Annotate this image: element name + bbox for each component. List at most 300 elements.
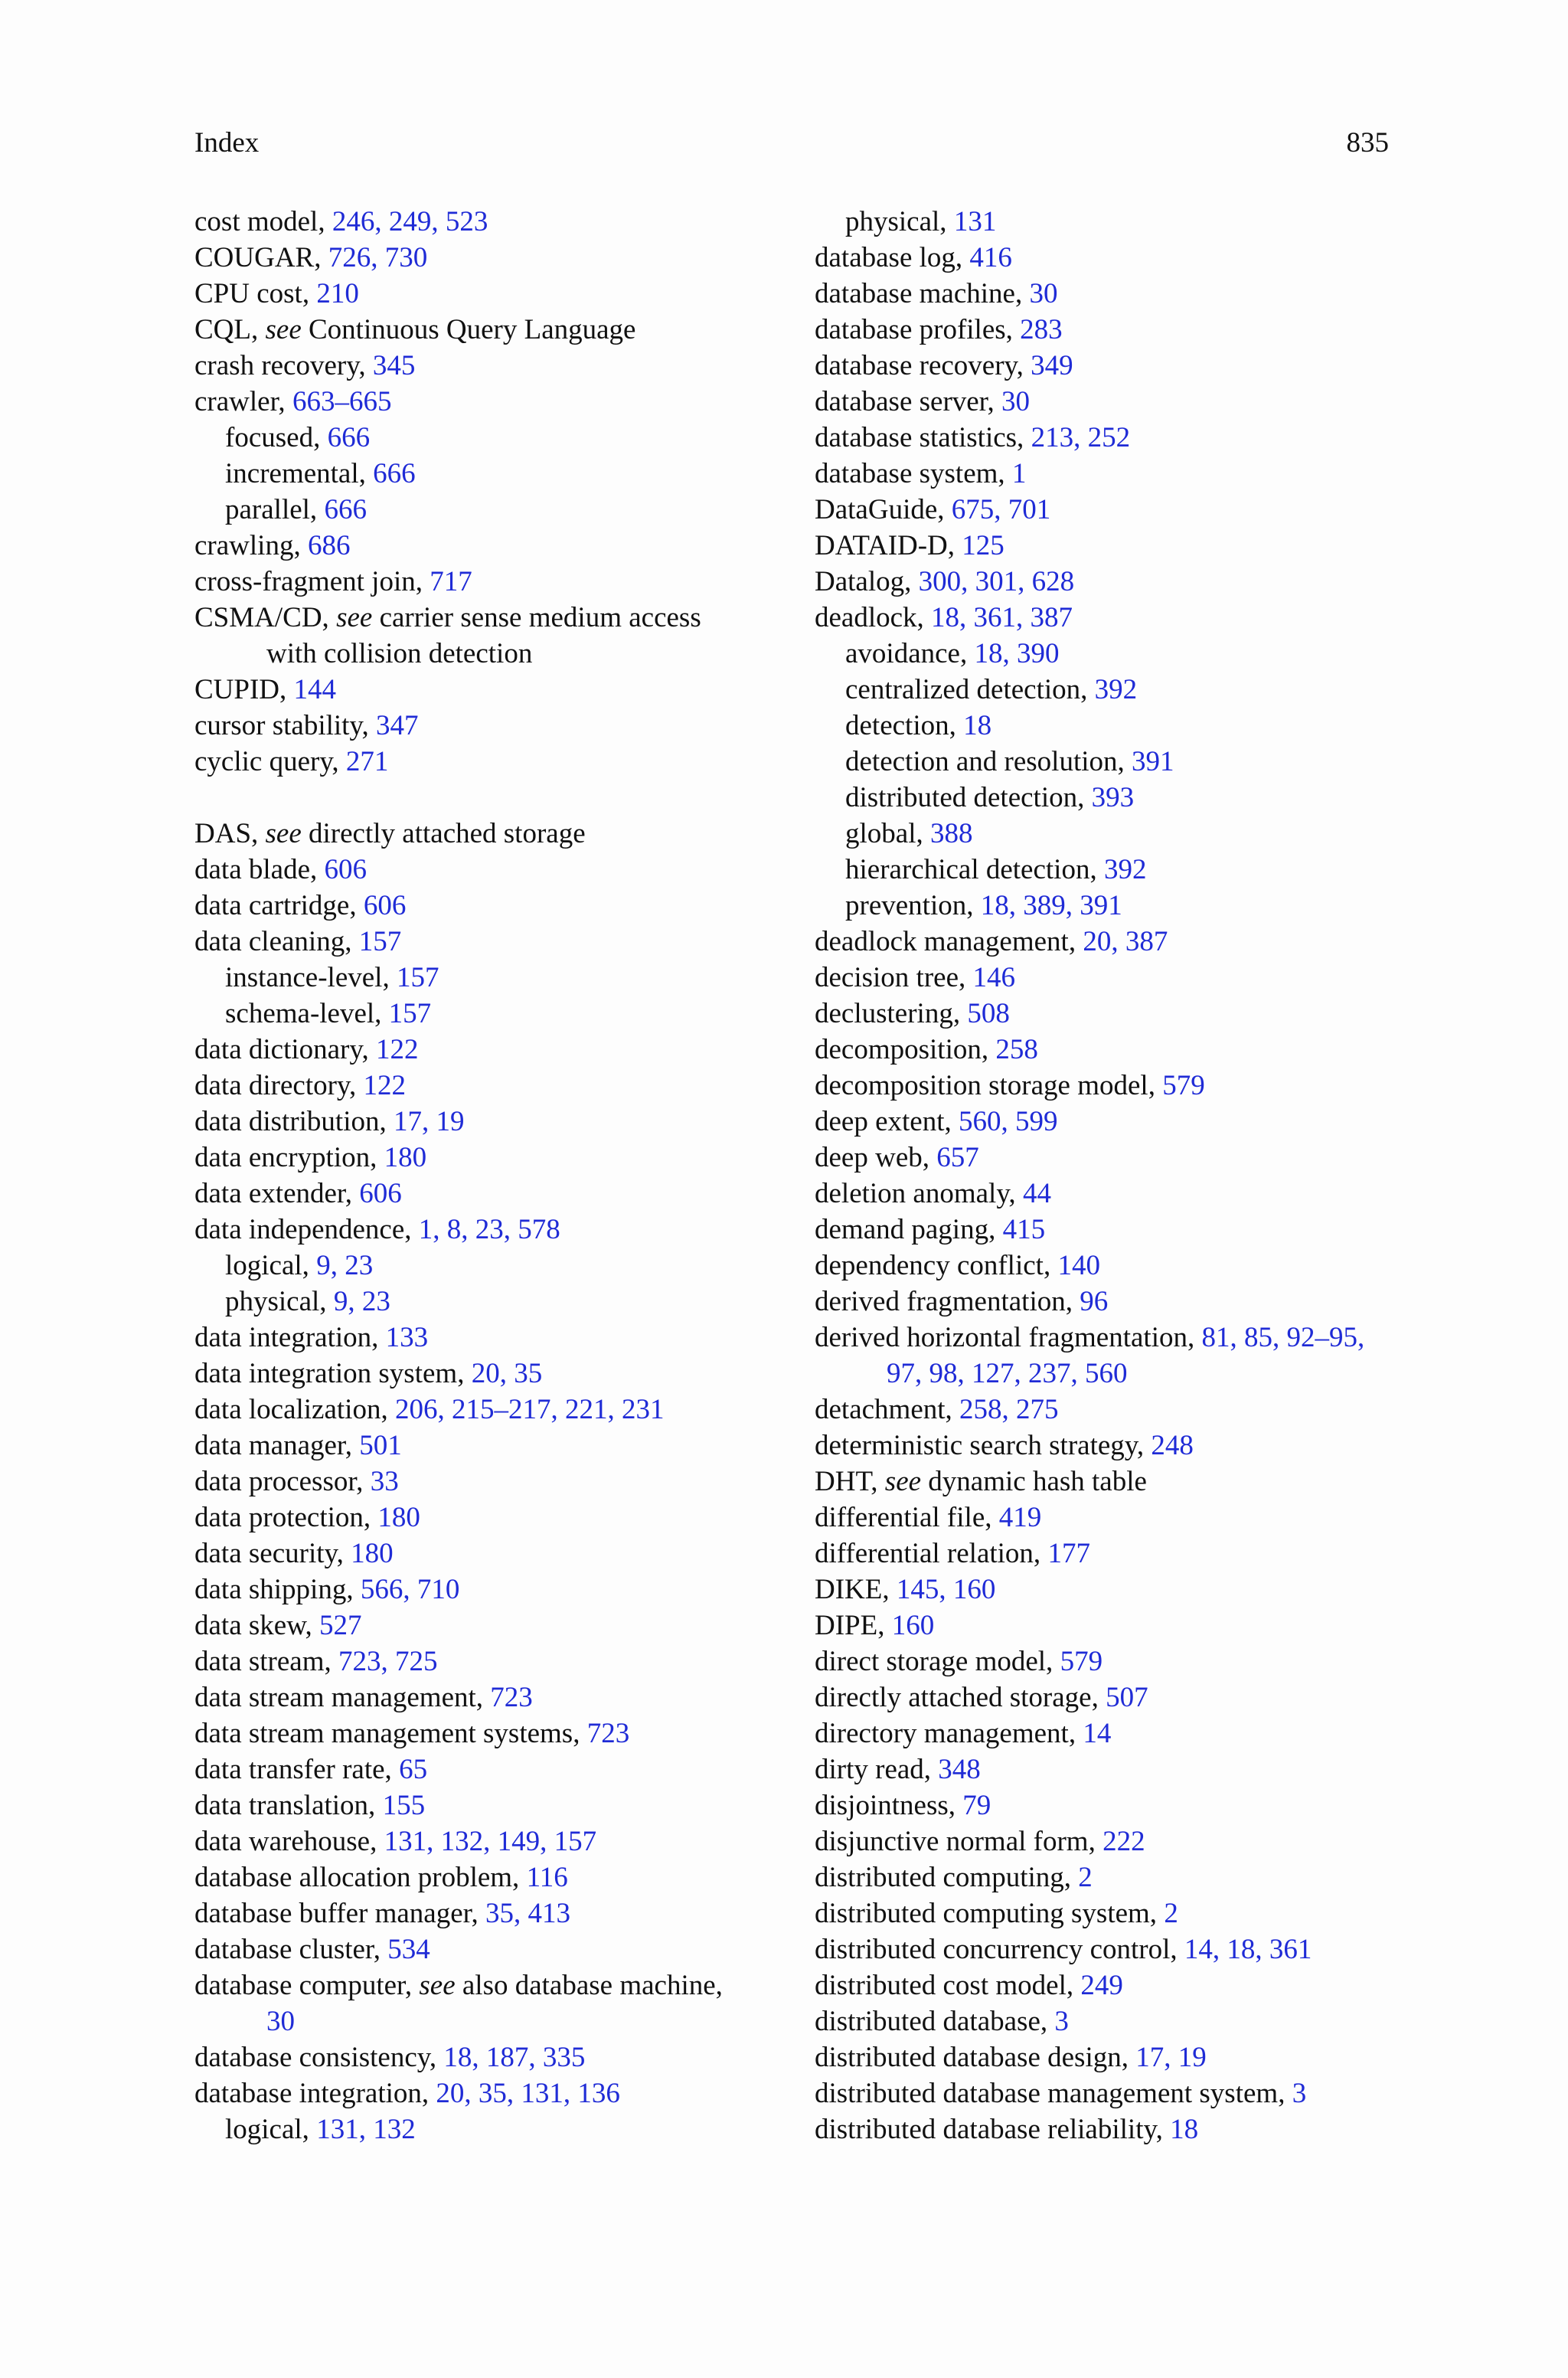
entry-term: DIKE,: [815, 1574, 897, 1605]
index-entry: [194, 1464, 776, 1500]
page-links[interactable]: 160: [891, 1610, 935, 1641]
page-links[interactable]: 663–665: [292, 386, 392, 417]
page-links[interactable]: 2: [1078, 1862, 1093, 1893]
entry-term: distributed database design,: [815, 2042, 1136, 2073]
entry-term: deadlock,: [815, 602, 932, 633]
entry-term: differential relation,: [815, 1538, 1048, 1569]
section-gap: [194, 780, 776, 816]
index-entry: [815, 960, 1404, 996]
page-links[interactable]: 180: [351, 1538, 394, 1569]
page-links[interactable]: 415: [1002, 1214, 1046, 1245]
page-links[interactable]: 723: [490, 1682, 533, 1713]
index-entry-continuation: [815, 1356, 1404, 1392]
index-entry: [194, 348, 776, 384]
entry-term: crawler,: [194, 386, 292, 417]
page-links[interactable]: 30: [266, 2006, 295, 2037]
page-links[interactable]: 392: [1094, 674, 1138, 705]
page-links[interactable]: 17, 19: [394, 1106, 465, 1137]
index-entry: [194, 1392, 776, 1428]
see-target: dynamic hash table: [921, 1466, 1147, 1497]
entry-term: data stream management,: [194, 1682, 491, 1713]
index-entry: [194, 1356, 776, 1392]
page-links[interactable]: 347: [376, 710, 419, 741]
index-entry: [815, 2003, 1404, 2039]
index-entry: [194, 708, 776, 744]
page-links[interactable]: 348: [938, 1754, 981, 1785]
page-links[interactable]: 9, 23: [316, 1250, 374, 1281]
index-entry: [194, 1032, 776, 1068]
page-links[interactable]: 666: [327, 422, 371, 453]
index-column-left: [194, 204, 776, 2147]
index-entry: [194, 276, 776, 312]
page-links[interactable]: 146: [972, 962, 1015, 993]
page-links[interactable]: 717: [430, 566, 472, 597]
index-subentry: [815, 708, 1404, 744]
index-entry: [194, 852, 776, 888]
index-entry: [815, 1500, 1404, 1536]
index-entry: [815, 1860, 1404, 1896]
page-links[interactable]: 30: [1029, 278, 1058, 309]
entry-term: database statistics,: [815, 422, 1031, 453]
entry-term: dependency conflict,: [815, 1250, 1058, 1281]
entry-term: CSMA/CD,: [194, 602, 337, 633]
index-entry: [194, 1176, 776, 1212]
index-subentry: [194, 492, 776, 528]
page-links[interactable]: 155: [382, 1790, 426, 1821]
index-entry: [815, 1140, 1404, 1176]
page-links[interactable]: 157: [388, 998, 432, 1029]
page-links[interactable]: 180: [377, 1502, 420, 1533]
page-links[interactable]: 349: [1031, 350, 1073, 381]
entry-term: cost model,: [194, 206, 332, 237]
index-subentry: [194, 456, 776, 492]
index-entry: [815, 1428, 1404, 1464]
entry-term: crawling,: [194, 530, 308, 561]
page-links[interactable]: 258, 275: [959, 1394, 1059, 1425]
entry-term: decision tree,: [815, 962, 973, 993]
index-entry: [194, 1896, 776, 1932]
index-entry: [815, 420, 1404, 456]
page-links[interactable]: 2: [1164, 1898, 1178, 1929]
entry-term: DAS,: [194, 818, 266, 849]
page-links[interactable]: 675, 701: [951, 494, 1051, 525]
page-links[interactable]: 125: [962, 530, 1004, 561]
page-links[interactable]: 14, 18, 361: [1184, 1934, 1312, 1965]
index-subentry: [194, 420, 776, 456]
index-subentry: [194, 960, 776, 996]
entry-term: database computer,: [194, 1970, 420, 2001]
entry-term: data extender,: [194, 1178, 360, 1209]
page-links[interactable]: 157: [396, 962, 439, 993]
index-entry: [815, 1284, 1404, 1320]
index-entry: [194, 1860, 776, 1896]
page-links[interactable]: 140: [1057, 1250, 1100, 1281]
entry-term: database buffer manager,: [194, 1898, 485, 1929]
index-entry: [815, 1824, 1404, 1860]
entry-term: distributed detection,: [845, 782, 1092, 813]
page-links[interactable]: 65: [399, 1754, 428, 1785]
entry-term: hierarchical detection,: [845, 854, 1104, 885]
index-entry: [815, 1104, 1404, 1140]
page-links[interactable]: 3: [1292, 2078, 1307, 2109]
entry-term: data stream management systems,: [194, 1718, 587, 1749]
index-entry: [194, 528, 776, 564]
index-subentry: [815, 888, 1404, 924]
index-entry: [194, 1572, 776, 1608]
entry-term: deep web,: [815, 1142, 937, 1173]
index-entry: [194, 1140, 776, 1176]
page-links[interactable]: 18, 390: [974, 638, 1060, 669]
page-links[interactable]: 507: [1106, 1682, 1148, 1713]
see-reference: see: [265, 314, 302, 345]
index-entry: [194, 744, 776, 780]
index-entry: [815, 564, 1404, 600]
index-entry: [815, 1967, 1404, 2003]
index-subentry: [194, 1248, 776, 1284]
page-links[interactable]: 345: [372, 350, 416, 381]
page-links[interactable]: 391: [1132, 746, 1174, 777]
page-links[interactable]: 144: [293, 674, 337, 705]
page-links[interactable]: 35, 413: [485, 1898, 570, 1929]
entry-term: deterministic search strategy,: [815, 1430, 1152, 1461]
index-entry: [815, 1752, 1404, 1788]
index-entry: [194, 1680, 776, 1716]
index-entry: [194, 312, 776, 348]
entry-term: derived horizontal fragmentation,: [815, 1322, 1202, 1353]
index-subentry: [194, 996, 776, 1032]
index-entry: [194, 888, 776, 924]
index-entry: [815, 1716, 1404, 1752]
page-links[interactable]: 393: [1091, 782, 1135, 813]
entry-term: cyclic query,: [194, 746, 346, 777]
index-entry: [194, 1320, 776, 1356]
index-entry: [194, 816, 776, 852]
entry-term: data distribution,: [194, 1106, 394, 1137]
page-links[interactable]: 20, 35, 131, 136: [436, 2078, 620, 2109]
index-entry: [815, 1572, 1404, 1608]
page-links[interactable]: 534: [387, 1934, 430, 1965]
entry-term: physical,: [225, 1286, 334, 1317]
index-entry: [194, 1932, 776, 1967]
page-links[interactable]: 18, 187, 335: [443, 2042, 586, 2073]
page-links[interactable]: 606: [359, 1178, 402, 1209]
entry-term: data integration,: [194, 1322, 386, 1353]
page-links[interactable]: 14: [1083, 1718, 1112, 1749]
entry-term: data localization,: [194, 1394, 395, 1425]
entry-term: DataGuide,: [815, 494, 952, 525]
index-entry-continuation: [194, 2003, 776, 2039]
index-entry: [194, 1967, 776, 2003]
entry-term: cursor stability,: [194, 710, 377, 741]
entry-term: decomposition,: [815, 1034, 996, 1065]
index-entry: [815, 1644, 1404, 1680]
page-links[interactable]: 131: [953, 206, 997, 237]
index-entry: [194, 1824, 776, 1860]
page-links[interactable]: 726, 730: [328, 242, 428, 273]
entry-term: directory management,: [815, 1718, 1083, 1749]
entry-term: COUGAR,: [194, 242, 328, 273]
entry-term: physical,: [845, 206, 954, 237]
index-entry: [194, 1428, 776, 1464]
page-links[interactable]: 33: [370, 1466, 399, 1497]
entry-term: database integration,: [194, 2078, 436, 2109]
page-links[interactable]: 131, 132: [316, 2114, 416, 2145]
index-entry: [194, 924, 776, 960]
page-links[interactable]: 133: [385, 1322, 429, 1353]
index-entry: [194, 1752, 776, 1788]
page-links[interactable]: 606: [363, 890, 407, 921]
entry-term: instance-level,: [225, 962, 397, 993]
index-entry: [815, 2075, 1404, 2111]
entry-term: centralized detection,: [845, 674, 1095, 705]
page-links[interactable]: 213, 252: [1031, 422, 1131, 453]
page-links[interactable]: 122: [375, 1034, 419, 1065]
entry-term: CUPID,: [194, 674, 294, 705]
entry-term: database allocation problem,: [194, 1862, 527, 1893]
entry-term: distributed database management system,: [815, 2078, 1292, 2109]
index-entry: [194, 1788, 776, 1824]
entry-term: database server,: [815, 386, 1002, 417]
page-links[interactable]: 508: [967, 998, 1010, 1029]
page-links[interactable]: 388: [929, 818, 973, 849]
entry-term: data skew,: [194, 1610, 320, 1641]
page-links[interactable]: 18: [963, 710, 992, 741]
entry-term: deadlock management,: [815, 926, 1083, 957]
entry-term: database recovery,: [815, 350, 1031, 381]
index-entry: [194, 1608, 776, 1644]
entry-term: data directory,: [194, 1070, 364, 1101]
see-reference: see: [419, 1970, 456, 2001]
entry-term: focused,: [225, 422, 328, 453]
entry-term: deletion anomaly,: [815, 1178, 1023, 1209]
entry-term: detachment,: [815, 1394, 960, 1425]
index-entry: [815, 1212, 1404, 1248]
page-links[interactable]: 300, 301, 628: [918, 566, 1075, 597]
index-entry: [815, 276, 1404, 312]
entry-term: database system,: [815, 458, 1012, 489]
page-links[interactable]: 723, 725: [338, 1646, 438, 1677]
index-subentry: [815, 852, 1404, 888]
entry-term: data transfer rate,: [194, 1754, 400, 1785]
entry-term: declustering,: [815, 998, 968, 1029]
index-subentry: [815, 672, 1404, 708]
entry-term: crash recovery,: [194, 350, 373, 381]
entry-term: data security,: [194, 1538, 351, 1569]
page-links[interactable]: 392: [1103, 854, 1147, 885]
page-links[interactable]: 416: [969, 242, 1012, 273]
index-entry: [815, 456, 1404, 492]
page-links[interactable]: 177: [1047, 1538, 1090, 1569]
page-links[interactable]: 1, 8, 23, 578: [418, 1214, 560, 1245]
entry-term: database profiles,: [815, 314, 1021, 345]
index-entry: [815, 492, 1404, 528]
page-links[interactable]: 657: [936, 1142, 979, 1173]
index-entry: [194, 600, 776, 636]
entry-term: detection and resolution,: [845, 746, 1132, 777]
index-entry: [815, 1896, 1404, 1932]
entry-term: distributed database reliability,: [815, 2114, 1171, 2145]
page-links[interactable]: 579: [1162, 1070, 1205, 1101]
entry-term: avoidance,: [845, 638, 975, 669]
entry-term: CQL,: [194, 314, 266, 345]
index-entry: [194, 564, 776, 600]
index-subentry: [194, 1284, 776, 1320]
entry-term: distributed computing,: [815, 1862, 1079, 1893]
page-links[interactable]: 18, 361, 387: [931, 602, 1073, 633]
page-links[interactable]: 246, 249, 523: [332, 206, 488, 237]
index-entry: [815, 528, 1404, 564]
entry-term: data cartridge,: [194, 890, 364, 921]
page-links[interactable]: 210: [316, 278, 359, 309]
page-links[interactable]: 17, 19: [1135, 2042, 1207, 2073]
entry-term: data translation,: [194, 1790, 383, 1821]
index-entry: [194, 2075, 776, 2111]
entry-term: data encryption,: [194, 1142, 384, 1173]
index-subentry: [815, 816, 1404, 852]
page-links[interactable]: 666: [324, 494, 367, 525]
page-links[interactable]: 527: [319, 1610, 362, 1641]
page-links[interactable]: 79: [962, 1790, 991, 1821]
page-links[interactable]: 20, 35: [471, 1358, 543, 1389]
index-entry: [815, 1536, 1404, 1572]
entry-term: derived fragmentation,: [815, 1286, 1080, 1317]
page-links[interactable]: 248: [1151, 1430, 1194, 1461]
entry-term: distributed computing system,: [815, 1898, 1165, 1929]
entry-term: data dictionary,: [194, 1034, 376, 1065]
index-entry: [815, 1680, 1404, 1716]
page-links[interactable]: 157: [358, 926, 402, 957]
page-links[interactable]: 96: [1080, 1286, 1109, 1317]
index-entry: [194, 1716, 776, 1752]
index-entry: [815, 1788, 1404, 1824]
entry-term: direct storage model,: [815, 1646, 1060, 1677]
entry-term: data shipping,: [194, 1574, 361, 1605]
page-links[interactable]: 145, 160: [896, 1574, 996, 1605]
index-entry: [194, 384, 776, 420]
entry-term: data processor,: [194, 1466, 371, 1497]
page-header: [194, 124, 1389, 162]
index-entry: [815, 1176, 1404, 1212]
entry-term: detection,: [845, 710, 964, 741]
entry-term: distributed concurrency control,: [815, 1934, 1184, 1965]
entry-term: disjunctive normal form,: [815, 1826, 1103, 1857]
page-links[interactable]: 18: [1170, 2114, 1199, 2145]
index-entry: [815, 2111, 1404, 2147]
page-links[interactable]: 9, 23: [333, 1286, 390, 1317]
index-entry: [194, 1536, 776, 1572]
index-entry: [194, 1212, 776, 1248]
entry-term: data integration system,: [194, 1358, 472, 1389]
page-links[interactable]: 180: [384, 1142, 427, 1173]
entry-term: data warehouse,: [194, 1826, 384, 1857]
page-links[interactable]: 723: [586, 1718, 630, 1749]
page-links[interactable]: 30: [1001, 386, 1031, 417]
page-links[interactable]: 606: [324, 854, 367, 885]
page-links[interactable]: 686: [307, 530, 351, 561]
entry-term: DHT,: [815, 1466, 885, 1497]
entry-term: data independence,: [194, 1214, 419, 1245]
page-links[interactable]: 116: [526, 1862, 568, 1893]
index-subentry: [815, 744, 1404, 780]
index-entry: [815, 384, 1404, 420]
page-links[interactable]: 283: [1020, 314, 1063, 345]
index-subentry: [194, 2111, 776, 2147]
index-entry: [815, 240, 1404, 276]
entry-term: disjointness,: [815, 1790, 963, 1821]
index-subentry: [815, 204, 1404, 240]
page-links[interactable]: 20, 387: [1083, 926, 1168, 957]
entry-term: data protection,: [194, 1502, 378, 1533]
entry-term: DATAID-D,: [815, 530, 962, 561]
entry-term: logical,: [225, 2114, 317, 2145]
page-links[interactable]: 560, 599: [959, 1106, 1058, 1137]
index-entry: [194, 204, 776, 240]
page-links[interactable]: 18, 389, 391: [980, 890, 1122, 921]
entry-term: parallel,: [225, 494, 325, 525]
index-entry: [194, 2039, 776, 2075]
index-entry: [815, 1392, 1404, 1428]
page-links[interactable]: 249: [1080, 1970, 1123, 2001]
entry-term: CPU cost,: [194, 278, 317, 309]
page-links[interactable]: 1: [1011, 458, 1027, 489]
page-links[interactable]: 206, 215–217, 221, 231: [394, 1394, 665, 1425]
page-links[interactable]: 579: [1060, 1646, 1103, 1677]
page-links[interactable]: 81, 85, 92–95,: [1201, 1322, 1365, 1353]
see-target: directly attached storage: [301, 818, 586, 849]
index-subentry: [815, 780, 1404, 816]
page-links[interactable]: 566, 710: [360, 1574, 460, 1605]
entry-term: database log,: [815, 242, 970, 273]
page-links[interactable]: 271: [345, 746, 389, 777]
index-entry: [194, 672, 776, 708]
entry-term: schema-level,: [225, 998, 389, 1029]
entry-term: incremental,: [225, 458, 374, 489]
index-entry: [815, 1464, 1404, 1500]
page-links[interactable]: 44: [1022, 1178, 1051, 1209]
see-target: Continuous Query Language: [301, 314, 636, 345]
index-entry: [815, 348, 1404, 384]
entry-term: database machine,: [815, 278, 1030, 309]
entry-term: data cleaning,: [194, 926, 359, 957]
entry-term: distributed cost model,: [815, 1970, 1081, 2001]
page-links[interactable]: 258: [995, 1034, 1038, 1065]
entry-term: DIPE,: [815, 1610, 892, 1641]
entry-term: global,: [845, 818, 930, 849]
index-entry: [194, 1644, 776, 1680]
index-entry: [815, 1068, 1404, 1104]
page-links[interactable]: 419: [998, 1502, 1042, 1533]
entry-term: database cluster,: [194, 1934, 388, 1965]
entry-term: directly attached storage,: [815, 1682, 1106, 1713]
page-links[interactable]: 3: [1054, 2006, 1069, 2037]
index-column-right: [815, 204, 1404, 2147]
page-links[interactable]: 97, 98, 127, 237, 560: [887, 1358, 1128, 1389]
page-links[interactable]: 666: [373, 458, 416, 489]
see-reference: see: [884, 1466, 922, 1497]
page-links[interactable]: 222: [1102, 1826, 1145, 1857]
page-links[interactable]: 131, 132, 149, 157: [384, 1826, 597, 1857]
index-entry: [194, 1500, 776, 1536]
page-links[interactable]: 501: [359, 1430, 402, 1461]
entry-term: data manager,: [194, 1430, 360, 1461]
entry-term: deep extent,: [815, 1106, 959, 1137]
index-entry: [815, 312, 1404, 348]
page-links[interactable]: 122: [363, 1070, 407, 1101]
index-entry: [815, 1320, 1404, 1356]
index-entry: [815, 2039, 1404, 2075]
entry-term: cross-fragment join,: [194, 566, 430, 597]
see-target: also database machine,: [455, 1970, 723, 2001]
